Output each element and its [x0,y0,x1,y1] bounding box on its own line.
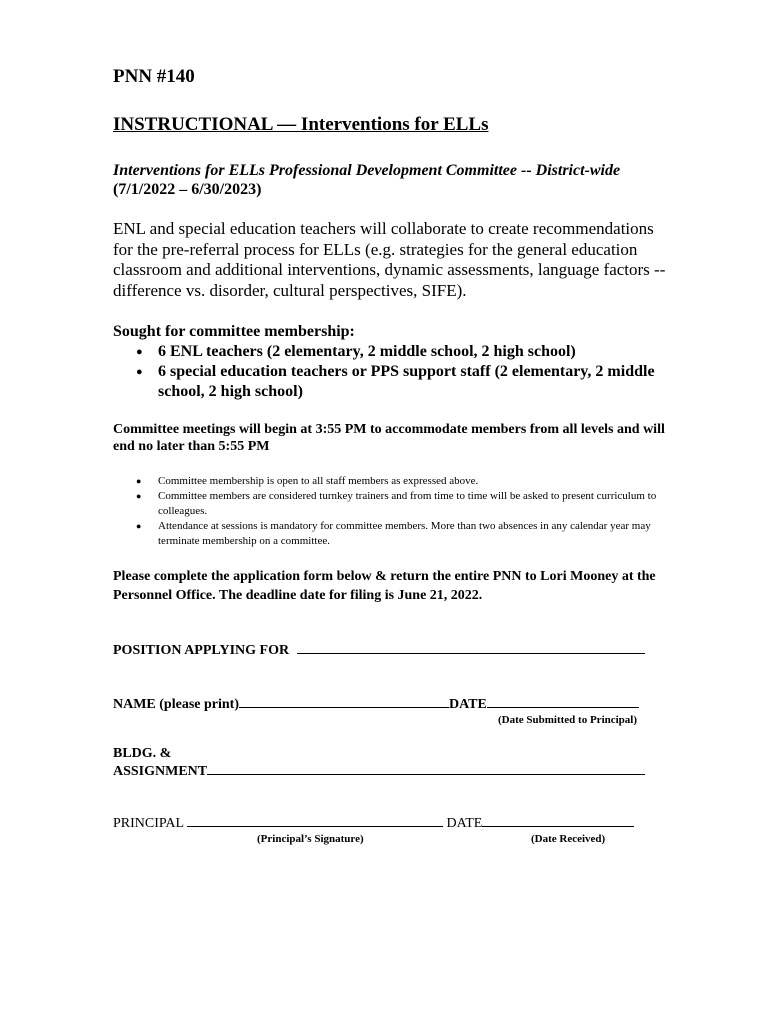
date-label: DATE [449,696,487,712]
membership-item [113,342,673,362]
date-received-caption: (Date Received) [531,832,606,845]
notes-list [113,474,673,549]
bullet-icon: ● [136,345,143,358]
note-text: Attendance at sessions is mandatory for committee members. More than two absences in any calendar year may terminate membership on a committee. [158,519,651,547]
position-input-line[interactable] [297,641,645,654]
bullet-icon: ● [136,475,142,486]
name-label: NAME (please print) [113,696,239,712]
committee-name: Interventions for ELLs Professional Development Committee -- District-wide [113,162,621,179]
date-input-line[interactable] [487,695,639,708]
assignment-label: ASSIGNMENT [113,763,208,779]
application-instructions: Please complete the application form below & return the entire PNN to Lori Mooney at the Personnel Office. The deadline date for filing is June 21, 2022. [113,568,656,603]
principal-date-line[interactable] [482,814,634,827]
note-item [113,519,673,549]
committee-description: ENL and special education teachers will collaborate to create recommendations for the pre-referral process for ELLs (e.g. strategies for the general education classroom and additional interventions, dynamic assessments, language factors -- difference vs. disorder, cultural perspectives, SIFE). [113,219,666,300]
document-body [113,66,673,848]
document-title: INSTRUCTIONAL — Interventions for ELLs [113,114,489,135]
principal-signature-caption: (Principal’s Signature) [257,832,364,845]
bldg-label: BLDG. & [113,745,172,761]
membership-item-text: 6 ENL teachers (2 elementary, 2 middle school, 2 high school) [158,342,576,360]
note-item [113,489,673,519]
membership-list [113,342,673,402]
meetings-info: Committee meetings will begin at 3:55 PM to accommodate members from all levels and will end no later than 5:55 PM [113,421,665,454]
membership-heading: Sought for committee membership: [113,323,355,340]
principal-field [113,814,673,832]
bullet-icon: ● [136,490,142,501]
principal-captions [113,832,673,848]
note-text: Committee membership is open to all staff members as expressed above. [158,474,479,487]
assignment-field [113,762,673,780]
pnn-number: PNN #140 [113,66,195,87]
bullet-icon: ● [136,365,143,378]
assignment-input-line[interactable] [207,762,645,775]
note-item [113,474,673,489]
position-label: POSITION APPLYING FOR [113,642,290,658]
principal-label: PRINCIPAL [113,815,184,831]
date-submitted-caption: (Date Submitted to Principal) [498,713,638,726]
note-text: Committee members are considered turnkey trainers and from time to time will be asked to present curriculum to colleagues. [158,489,657,517]
committee-dates: (7/1/2022 – 6/30/2023) [113,181,262,198]
principal-date-label: DATE [446,815,483,831]
membership-item [113,362,673,402]
bullet-icon: ● [136,520,142,531]
position-field [113,641,673,659]
name-input-line[interactable] [239,695,449,708]
name-date-field [113,695,673,713]
membership-item-text: 6 special education teachers or PPS support staff (2 elementary, 2 middle school, 2 high school) [158,362,655,400]
principal-signature-line[interactable] [187,814,443,827]
